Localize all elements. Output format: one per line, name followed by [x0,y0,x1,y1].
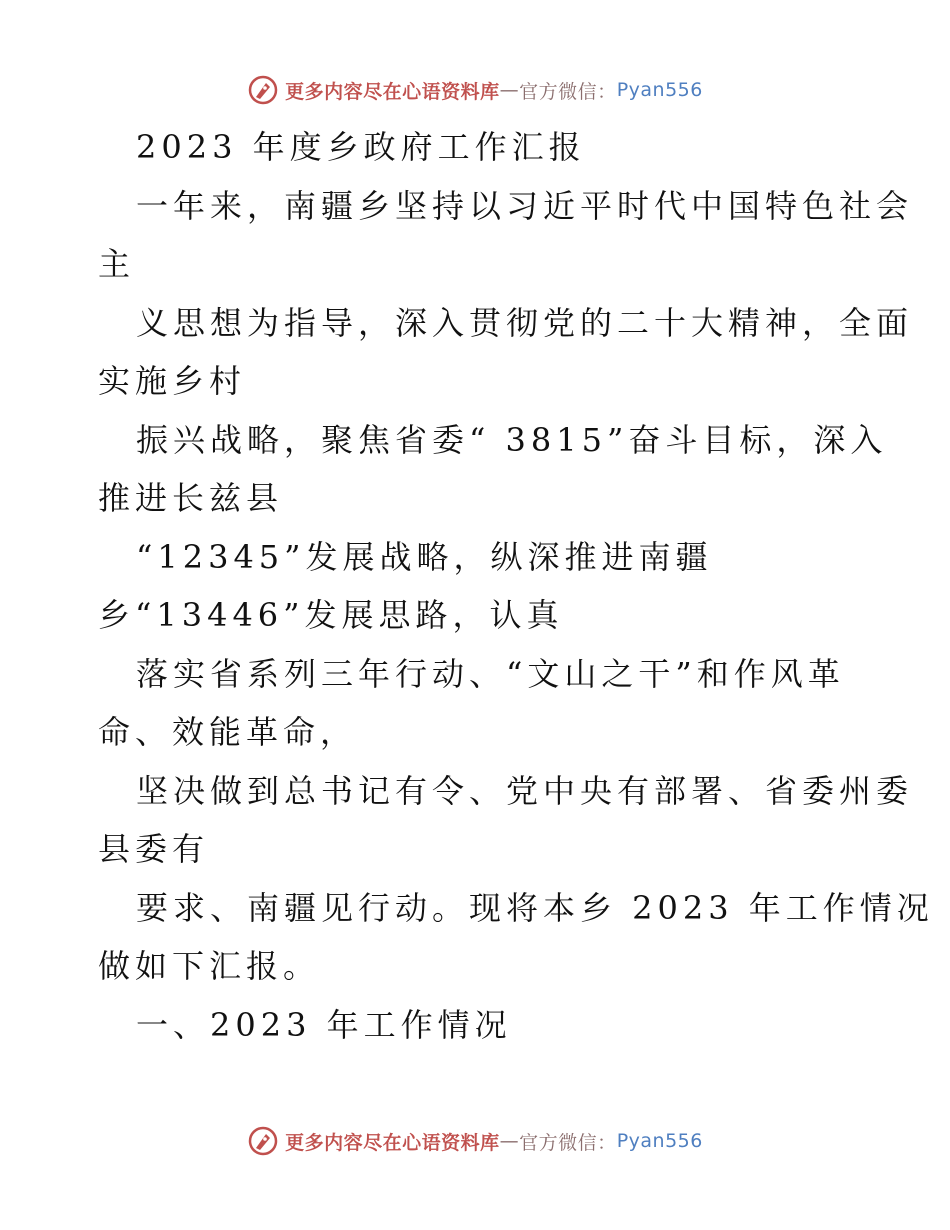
watermark-brand-text: 更多内容尽在心语资料库 [285,1131,500,1154]
pen-nib-circle-icon [247,1125,279,1157]
watermark-wechat-label: 官方微信： [519,80,617,103]
watermark-separator: — [499,1130,520,1152]
watermark-wechat-label: 官方微信： [519,1131,617,1154]
document-line: 振兴战略，聚焦省委“ 3815”奋斗目标，深入 [136,420,888,459]
document-line: 乡“13446”发展思路，认真 [98,596,564,634]
document-line: 推进长兹县 [98,479,284,517]
watermark-brand-text: 更多内容尽在心语资料库 [285,80,500,103]
pen-nib-circle-icon [247,74,279,106]
document-line: 义思想为指导，深入贯彻党的二十大精神，全面 [136,303,914,342]
watermark-wechat-id: Pyan556 [616,79,703,101]
watermark-wechat-id: Pyan556 [616,1130,703,1152]
document-body [98,118,934,1054]
footer-watermark [0,1121,950,1161]
document-line: 坚决做到总书记有令、党中央有部署、省委州委 [136,771,914,810]
document-line: 命、效能革命， [98,713,358,751]
header-watermark [0,70,950,110]
document-line: 县委有 [98,830,210,868]
document-line: 一年来，南疆乡坚持以习近平时代中国特色社会 [136,186,914,225]
watermark-separator: — [499,79,520,101]
document-line: 要求、南疆见行动。现将本乡 2023 年工作情况 [136,888,934,927]
document-line: 落实省系列三年行动、“文山之干”和作风革 [136,654,845,693]
section-heading: 一、2023 年工作情况 [136,1005,512,1044]
document-line: “12345”发展战略，纵深推进南疆 [136,537,713,576]
document-line: 做如下汇报。 [98,947,321,985]
document-title: 2023 年度乡政府工作汇报 [136,128,586,166]
document-line: 主 [98,245,136,283]
document-line: 实施乡村 [98,362,247,400]
